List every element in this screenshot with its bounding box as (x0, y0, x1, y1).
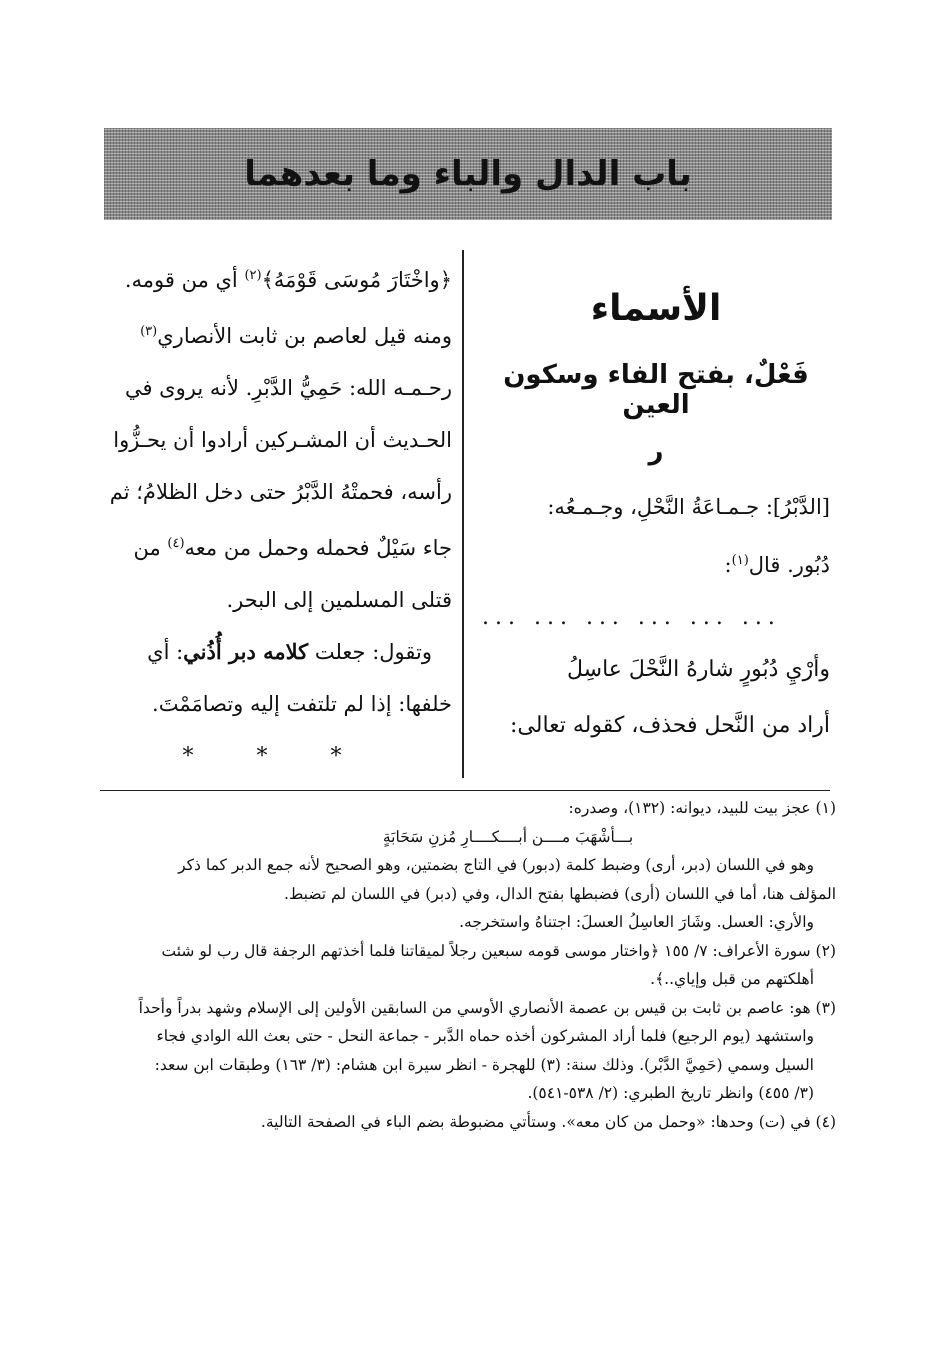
footnote-1-verse: بـــأشْهَبَ مــــن أبــــكــــارِ مُزنِ سَحَابَةٍ (382, 827, 634, 846)
para1-line-6-text: جاء سَيْلٌ فحمله وحمل من معه (184, 536, 452, 560)
pattern-title: فَعْلٌ، بفتح الفاء وسكون العين (503, 360, 809, 420)
para1-line-6-end: من (133, 536, 161, 560)
footnote-ref-2: (٢) (244, 268, 262, 283)
letter-heading: ر (648, 436, 664, 466)
entry-line-2-end: : (724, 553, 732, 577)
footnote-3-line-1: (٣) هو: عاصم بن ثابت بن قيس بن عصمة الأنصاري الأوسي من السابقين الأولين إلى الإسلام وشهد بدراً وأحداً (138, 998, 836, 1017)
entry-line-2-text: دُبُور. قال (748, 553, 830, 577)
footnote-ref-4: (٤) (167, 536, 185, 551)
entry-line-1: [الدَّبْرُ]: جـمـاعَةُ النَّحْلِ، وجـمـعُه: (547, 495, 830, 519)
left-column (100, 250, 452, 769)
footnote-ref-3: (٣) (140, 324, 158, 339)
para1-line-2-text: ومنه قيل لعاصم بن ثابت الأنصاري (157, 324, 452, 348)
para1-line-4: الحـديث أن المشـركين أرادوا أن يحـزُّوا (113, 428, 452, 452)
footnote-2-line-1: (٢) سورة الأعراف: ٧/ ١٥٥ ﴿واختار موسى قومه سبعين رجلاً لميقاتنا فلما أخذتهم الرجفة قال رب لو شئت (161, 941, 836, 960)
section-title: الأسماء (590, 288, 722, 329)
footnote-4-line-1: (٤) في (ت) وحدها: «وحمل من كان معه». وستأتي مضبوطة بضم الباء في الصفحة التالية. (260, 1112, 836, 1131)
column-divider (462, 250, 464, 778)
footnote-3-line-4: (٣/ ٤٥٥) وانظر تاريخ الطبري: (٢/ ٥٣٨-٥٤١). (527, 1084, 814, 1102)
verse-ellipsis: ... ... ... ... ... ... (482, 605, 781, 630)
para2-line-1-a: وتقول: جعلت (314, 640, 432, 664)
poetry-verse: وأرْيِ دُبُورٍ شارهُ النَّحْلَ عاسِلُ (567, 657, 830, 682)
chapter-header-band (104, 128, 832, 220)
chapter-title: باب الدال والباء وما بعدهما (244, 154, 692, 194)
para1-line-7: قتلى المسلمين إلى البحر. (226, 588, 452, 612)
footnotes-block (100, 794, 836, 1136)
footnote-2-line-2: أهلكتهم من قبل وإياي..﴾. (650, 970, 814, 988)
footnote-1-line-4: المؤلف هنا، أما في اللسان (أرى) فضبطها بفتح الدال، وفي (دبر) في اللسان لم تضبط. (284, 884, 836, 903)
para2-bold-phrase: كلامه دبر أُذُني (183, 639, 309, 664)
para1-line-1 (100, 250, 452, 306)
para1-line-2 (100, 306, 452, 362)
quran-quote: ﴿واخْتَارَ مُوسَى قَوْمَهُ﴾ (261, 268, 452, 292)
footnote-1-line-1: (١) عجز بيت للبيد، ديوانه: (١٣٢)، وصدره: (568, 799, 836, 817)
para1-line-5: رأسه، فحمتْهُ الدَّبْرُ حتى دخل الظلامُ؛ ثم (109, 480, 452, 504)
para1-line-3: رحـمـه الله: حَمِيُّ الدَّبْرِ. لأنه يروى في (124, 376, 452, 400)
footnote-3-line-2: واستشهد (يوم الرجيع) فلما أراد المشركون أخذه حماه الدَّبر - جماعة النحل - حتى بعث الله الوادي فجاء (156, 1027, 814, 1045)
footnote-ref-1: (١) (731, 553, 749, 568)
after-verse-line: أراد من النَّحل فحذف، كقوله تعالى: (510, 713, 830, 738)
para1-line-6 (100, 518, 452, 574)
para2-line-1 (100, 626, 452, 678)
right-column (482, 250, 830, 754)
section-end-stars: * * * (182, 744, 370, 769)
para1-line-1-rest: أي من قومه. (124, 268, 238, 292)
footnote-1-line-3: وهو في اللسان (دبر، أرى) وضبط كلمة (دبور) في التاج بضمتين، وهو الصحيح لأنه جمع الدبر كما ذكر (178, 856, 814, 874)
para2-line-1-b: : أي (147, 640, 184, 664)
entry-line-2 (482, 534, 830, 592)
footnote-3-line-3: السيل وسمي (حَمِيَّ الدَّبْر). وذلك سنة: (٣) للهجرة - انظر سيرة ابن هشام: (٣/ ١٦٣) وطبقات ابن سعد: (154, 1055, 814, 1074)
footnote-1-line-5: والأري: العسل. وشَارَ العاسِلُ العسلَ: اجتناهُ واستخرجه. (459, 913, 814, 931)
para2-line-2: خلفها: إذا لم تلتفت إليه وتصامَمْتَ. (152, 692, 452, 716)
footnote-separator (100, 790, 830, 791)
